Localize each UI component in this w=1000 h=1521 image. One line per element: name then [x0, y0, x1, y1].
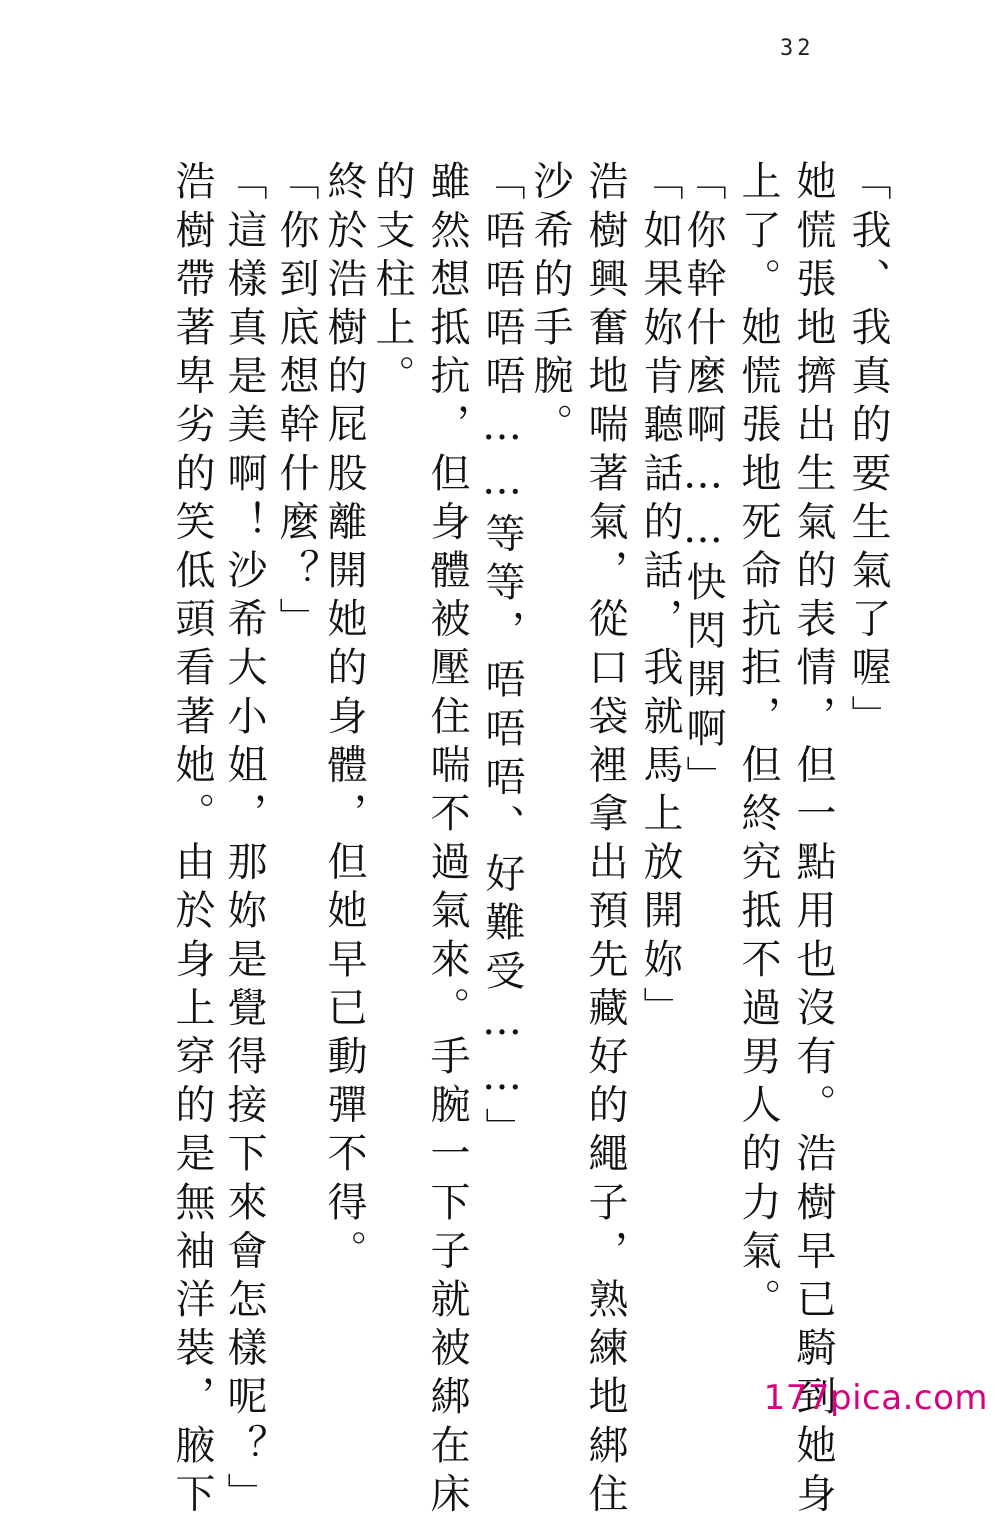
text-column-3: 上了。她慌張地死命抗拒，但終究抵不過男人的力氣。 [735, 160, 781, 1327]
text-column-12: 「你到底想幹什麼？」 [273, 160, 319, 646]
text-column-1: 「我、我真的要生氣了喔」 [845, 160, 891, 744]
text-column-8: 「唔唔唔唔……等等，唔唔唔、好難受……」 [479, 160, 525, 1156]
text-column-5: 「如果妳肯聽話的話，我就馬上放開妳」 [637, 160, 683, 1035]
text-column-7: 沙希的手腕。 [527, 160, 573, 452]
watermark: 177pica.com [763, 1378, 988, 1418]
text-column-14: 浩樹帶著卑劣的笑低頭看著她。由於身上穿的是無袖洋裝，腋下 [169, 160, 215, 1521]
text-column-2: 她慌張地擠出生氣的表情，但一點用也沒有。浩樹早已騎到她身 [790, 160, 836, 1521]
text-column-9: 雖然想抵抗，但身體被壓住喘不過氣來。手腕一下子就被綁在床 [424, 160, 470, 1521]
text-column-13: 「這樣真是美啊！沙希大小姐，那妳是覺得接下來會怎樣呢？」 [221, 160, 267, 1521]
text-column-11: 終於浩樹的屁股離開她的身體，但她早已動彈不得。 [321, 160, 367, 1278]
text-column-6: 浩樹興奮地喘著氣，從口袋裡拿出預先藏好的繩子，熟練地綁住 [582, 160, 628, 1521]
text-column-4: 「你幹什麼啊……快閃開啊」 [680, 160, 726, 804]
text-column-10: 的支柱上。 [369, 160, 415, 403]
page-number: 32 [780, 36, 815, 61]
